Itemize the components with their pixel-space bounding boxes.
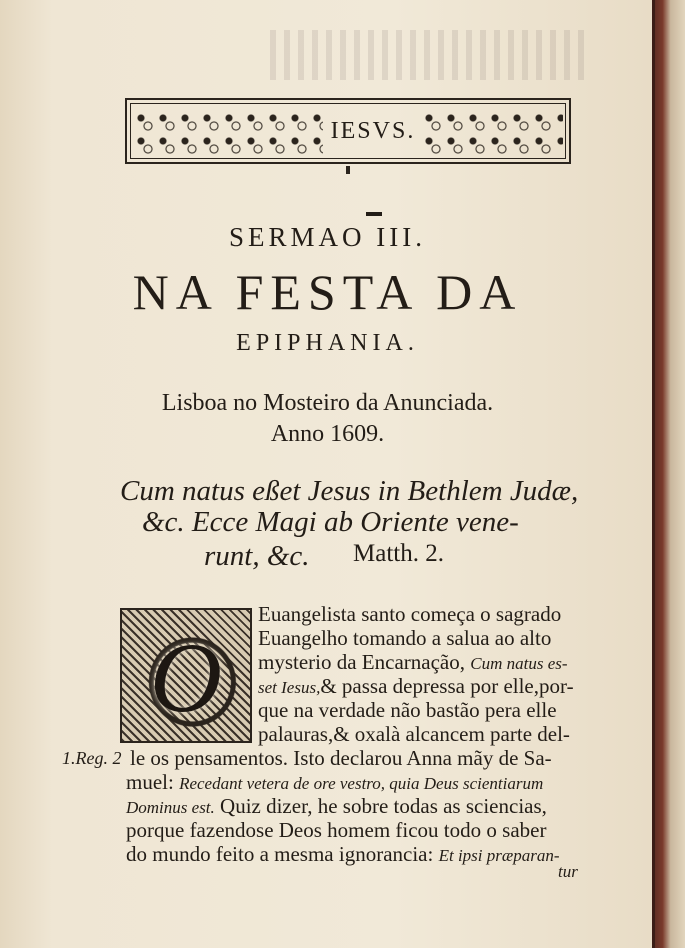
body-line: Euangelista santo começa o sagrado [258,602,562,626]
sermon-title: NA FESTA DA [132,264,523,320]
latin-quote: Recedant vetera de ore vestro, quia Deus scientiarum [179,774,544,793]
body-line: palauras,& oxalà alcancem parte del- [258,722,570,746]
latin-quote: Cum natus es- [470,654,568,673]
book-gutter [653,0,685,948]
latin-quote: Et ipsi præparan- [438,846,560,865]
body-text: Quiz dizer, he sobre todas as sciencias, [220,794,547,818]
decorated-initial [120,608,252,743]
body-line: Euangelho tomando a salua ao alto [258,626,552,650]
body-line [126,770,543,795]
body-line: porque fazendose Deos homem ficou todo o saber [126,818,547,842]
body-line: le os pensamentos. Isto declarou Anna mãy de Sa- [130,746,552,770]
sermon-number: SERMAO III. [229,222,426,252]
year-line: Anno 1609. [270,421,385,447]
headpiece-title: IESVS. [330,118,416,144]
body-line [126,842,560,867]
body-line [126,794,547,819]
sermon-subtitle: EPIPHANIA. [236,330,419,356]
body-text: & passa depressa por elle,por- [320,674,574,698]
latin-quote: set Iesus, [258,678,321,697]
tilde-mark [366,212,382,216]
margin-reference: 1.Reg. 2 [62,748,122,768]
ornament-right [421,108,563,154]
body-text: muel: [126,770,174,794]
epigraph-citation: Matth. 2. [353,540,444,567]
place-line: Lisboa no Mosteiro da Anunciada. [161,390,494,416]
body-text: do mundo feito a mesma ignorancia: [126,842,434,866]
epigraph-line-2: &c. Ecce Magi ab Oriente vene- [142,506,519,538]
body-line [258,674,574,699]
catchword: tur [558,862,578,881]
show-through-text [270,30,590,80]
epigraph-line-3: runt, &c. [204,540,310,572]
page-edge [652,0,655,948]
body-text: mysterio da Encarnação, [258,650,465,674]
headpiece-mark [346,166,350,174]
body-line [258,650,568,675]
ornament-left [133,108,323,154]
latin-quote: Dominus est. [126,798,215,817]
body-line: que na verdade não bastão pera elle [258,698,557,722]
initial-letter: O [149,622,223,733]
ornamental-headpiece [125,98,571,164]
epigraph-line-1: Cum natus eßet Jesus in Bethlem Judæ, [120,475,579,507]
